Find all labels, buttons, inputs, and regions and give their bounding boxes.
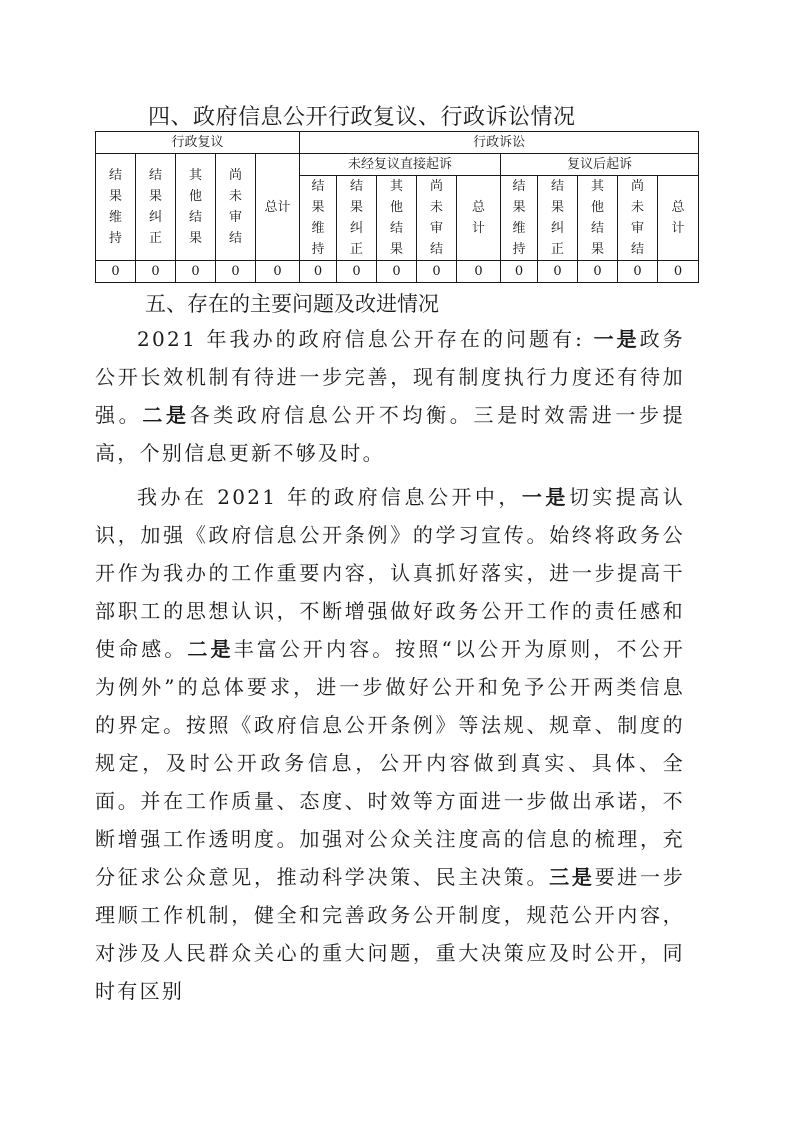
header-admin-litigation: 行政诉讼 <box>300 132 699 154</box>
emphasis-first: 一是 <box>593 327 640 351</box>
col-header-review-total: 总计 <box>256 154 300 261</box>
cell-direct-total: 0 <box>457 261 501 283</box>
cell-direct-other: 0 <box>377 261 417 283</box>
col-header-after-total: 总计 <box>658 176 699 261</box>
section-5-heading: 五、存在的主要问题及改进情况 <box>145 292 439 316</box>
col-header-review-corrected: 结果纠正 <box>136 154 176 261</box>
problems-paragraph: 2021 年我办的政府信息公开存在的问题有: 一是政务公开长效机制有待进一步完善，现有制度执行力度还有待加强。二是各类政府信息公开不均衡。三是时效需进一步提高，个别信息更新不够及时。 <box>95 327 685 465</box>
cell-after-other: 0 <box>578 261 618 283</box>
header-admin-review: 行政复议 <box>96 132 300 154</box>
cell-after-pending: 0 <box>618 261 658 283</box>
col-header-after-corrected: 结果纠正 <box>538 176 578 261</box>
section-4-heading: 四、政府信息公开行政复议、行政诉讼情况 <box>148 105 576 130</box>
col-header-review-other: 其他结果 <box>176 154 216 261</box>
col-header-direct-corrected: 结果纠正 <box>337 176 377 261</box>
cell-review-total: 0 <box>256 261 300 283</box>
emphasis-first: 一是 <box>521 485 569 509</box>
cell-after-maintained: 0 <box>501 261 538 283</box>
cell-after-total: 0 <box>658 261 699 283</box>
header-direct-litigation: 未经复议直接起诉 <box>300 154 501 176</box>
cell-direct-pending: 0 <box>417 261 457 283</box>
emphasis-second: 二是 <box>187 637 234 661</box>
col-header-direct-pending: 尚未审结 <box>417 176 457 261</box>
col-header-direct-maintained: 结果维持 <box>300 176 337 261</box>
header-after-review-litigation: 复议后起诉 <box>501 154 699 176</box>
cell-direct-maintained: 0 <box>300 261 337 283</box>
col-header-review-pending: 尚未审结 <box>216 154 256 261</box>
emphasis-third: 三是 <box>549 865 595 889</box>
improvements-paragraph: 我办在 2021 年的政府信息公开中，一是切实提高认识，加强《政府信息公开条例》的学习宣传。始终将政务公开作为我办的工作重要内容，认真抓好落实，进一步提高干部职工的思想认识，不断增强做好政务公开工作的责任感和使命感。二是丰富公开内容。按照“以公开为原则，不公开为例外”的总体要求，进一步做好公开和免予公开两类信息的界定。按照《政府信息公开条例》等法规、规章、制度的规定，及时公开政务信息，公开内容做到真实、具体、全面。并在工作质量、态度、时效等方面进一步做出承诺，不断增强工作透明度。加强对公众关注度高的信息的梳理，充分征求公众意见，推动科学决策、民主决策。三是要进一步理顺工作机制，健全和完善政务公开制度，规范公开内容，对涉及人民群众关心的重大问题，重大决策应及时公开，同时有区别 <box>95 485 686 1003</box>
cell-review-other: 0 <box>176 261 216 283</box>
col-header-direct-total: 总计 <box>457 176 501 261</box>
cell-review-corrected: 0 <box>136 261 176 283</box>
col-header-direct-other: 其他结果 <box>377 176 417 261</box>
cell-review-pending: 0 <box>216 261 256 283</box>
review-litigation-table <box>95 131 699 283</box>
col-header-after-other: 其他结果 <box>578 176 618 261</box>
cell-after-corrected: 0 <box>538 261 578 283</box>
col-header-review-maintained: 结果维持 <box>96 154 136 261</box>
cell-direct-corrected: 0 <box>337 261 377 283</box>
cell-review-maintained: 0 <box>96 261 136 283</box>
table-data-row <box>96 261 699 283</box>
col-header-after-maintained: 结果维持 <box>501 176 538 261</box>
emphasis-second: 二是 <box>142 403 190 427</box>
col-header-after-pending: 尚未审结 <box>618 176 658 261</box>
